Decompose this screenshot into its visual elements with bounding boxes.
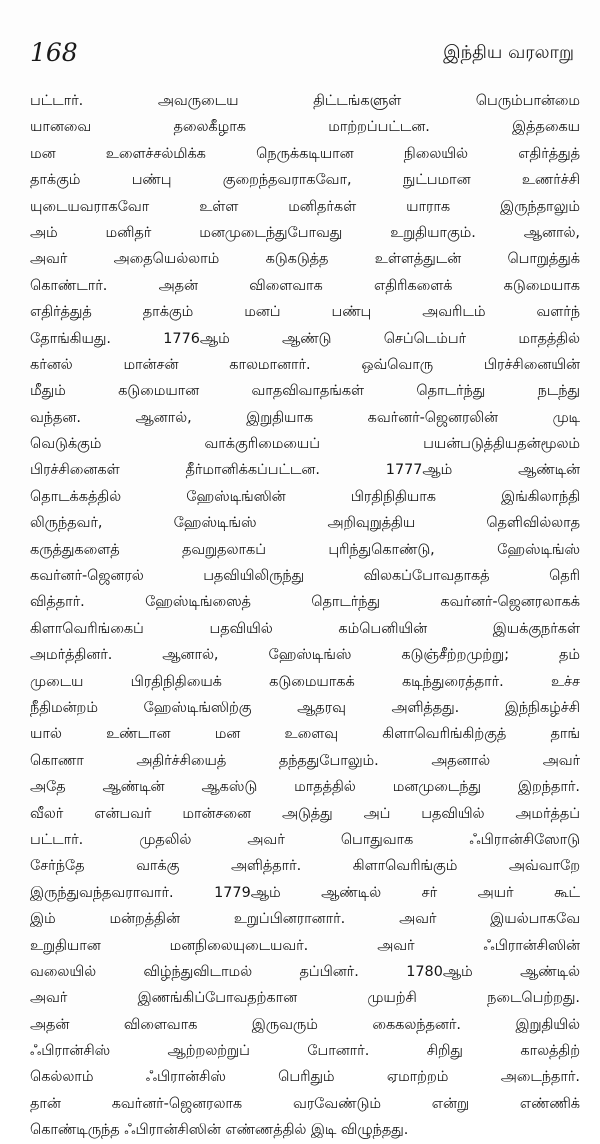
text-line: முடைய பிரதிநிதியைக் கடுமையாகக் கடிந்துரைத்தார். உச்ச <box>30 673 580 690</box>
text-line: லிருந்தவர், ஹேஸ்டிங்ஸ் அறிவுறுத்திய தெளிவில்லாத <box>30 515 580 532</box>
running-title: இந்திய வரலாறு <box>443 42 574 63</box>
text-line: யுடையவராகவோ உள்ள மனிதர்கள் யாராக இருந்தாலும் <box>30 198 580 215</box>
text-line: யானவை தலைகீழாக மாற்றப்பட்டன. இத்தகைய <box>30 119 580 136</box>
text-line: வந்தன. ஆனால், இறுதியாக கவர்னர்-ஜெனரலின் முடி <box>30 409 580 426</box>
text-line: தாக்கும் பண்பு குறைந்தவராகவோ, நுட்பமான உணர்ச்சி <box>30 172 580 189</box>
text-line: அதே ஆண்டின் ஆகஸ்டு மாதத்தில் மனமுடைந்து இறந்தார். <box>30 779 580 796</box>
text-line: அவர் இணங்கிப்போவதற்கான முயற்சி நடைபெற்றது. <box>30 990 580 1007</box>
text-line: கவர்னர்-ஜெனரல் பதவியிலிருந்து விலகப்போவதாகத் தெரி <box>30 568 580 585</box>
text-line: சேர்ந்தே வாக்கு அளித்தார். கிளாவெரிங்கும் அவ்வாறே <box>30 858 580 875</box>
text-line: கொணா அதிர்ச்சியைத் தந்ததுபோலும். அதனால் அவர் <box>30 752 580 769</box>
text-line: தொடக்கத்தில் ஹேஸ்டிங்ஸின் பிரதிநிதியாக இங்கிலாந்தி <box>30 488 580 505</box>
text-line: வலையில் விழ்ந்துவிடாமல் தப்பினர். 1780ஆம் ஆண்டில் <box>30 963 580 980</box>
text-line: பட்டார். முதலில் அவர் பொதுவாக ஃபிரான்சிஸோடு <box>30 831 580 848</box>
text-line: கொண்டார். அதன் விளைவாக எதிரிகளைக் கடுமையாக <box>30 277 580 294</box>
text-line: நீதிமன்றம் ஹேஸ்டிங்ஸிற்கு ஆதரவு அளித்தது. இந்நிகழ்ச்சி <box>30 699 580 716</box>
text-line: அவர் அதையெல்லாம் கடுகடுத்த உள்ளத்துடன் பொறுத்துக் <box>30 251 580 268</box>
text-line: தான் கவர்னர்-ஜெனரலாக வரவேண்டும் என்று எண்ணிக் <box>30 1095 580 1112</box>
text-line: யால் உண்டான மன உளைவு கிளாவெரிங்கிற்குத் தாங் <box>30 726 580 743</box>
text-line: உறுதியான மனநிலையுடையவர். அவர் ஃபிரான்சிஸின் <box>30 937 580 954</box>
text-line: மன உளைச்சல்மிக்க நெருக்கடியான நிலையில் எதிர்த்துத் <box>30 145 580 162</box>
text-line: மீதும் கடுமையான வாதவிவாதங்கள் தொடர்ந்து நடந்து <box>30 383 580 400</box>
text-line: கிளாவெரிங்கைப் பதவியில் கம்பெனியின் இயக்குநர்கள் <box>30 620 580 637</box>
text-line: வீலர் என்பவர் மான்சனை அடுத்து அப் பதவியில் அமர்த்தப் <box>30 805 580 822</box>
text-line: பட்டார். அவருடைய திட்டங்களுள் பெரும்பான்மை <box>30 93 580 109</box>
text-line: அமர்த்தினர். ஆனால், ஹேஸ்டிங்ஸ் கடுஞ்சீற்றமுற்று; தம் <box>30 647 580 664</box>
text-line: கெல்லாம் ஃபிரான்சிஸ் பெரிதும் ஏமாற்றம் அடைந்தார். <box>30 1069 580 1086</box>
text-line: இருந்துவந்தவராவார். 1779ஆம் ஆண்டில் சர் அயர் கூட் <box>30 884 580 901</box>
text-line: தோங்கியது. 1776ஆம் ஆண்டு செப்டெம்பர் மாதத்தில் <box>30 330 580 347</box>
page-header <box>30 38 574 72</box>
text-line: அதன் விளைவாக இருவரும் கைகலந்தனர். இறுதியில் <box>30 1016 580 1033</box>
text-line: இம் மன்றத்தின் உறுப்பினரானார். அவர் இயல்பாகவே <box>30 911 580 928</box>
text-line: வித்தார். ஹேஸ்டிங்ஸைத் தொடர்ந்து கவர்னர்-ஜெனரலாகக் <box>30 594 580 611</box>
text-line: கருத்துகளைத் தவறுதலாகப் புரிந்துகொண்டு, ஹேஸ்டிங்ஸ் <box>30 541 580 558</box>
page-number: 168 <box>30 38 78 67</box>
text-line: கொண்டிருந்த ஃபிரான்சிஸின் எண்ணத்தில் இடி விழுந்தது. <box>30 1122 409 1139</box>
text-line: அம் மனிதர் மனமுடைந்துபோவது உறுதியாகும். ஆனால், <box>30 224 580 241</box>
text-line: வெடுக்கும் வாக்குரிமையைப் பயன்படுத்தியதன்மூலம் <box>30 436 580 453</box>
text-line: கர்னல் மான்சன் காலமானார். ஒவ்வொரு பிரச்சினையின் <box>30 356 580 373</box>
text-line: எதிர்த்துத் தாக்கும் மனப் பண்பு அவரிடம் வளர்ந் <box>30 304 580 321</box>
body-text <box>30 88 580 1144</box>
text-line: ஃபிரான்சிஸ் ஆற்றலற்றுப் போனார். சிறிது காலத்திற் <box>30 1043 580 1060</box>
text-line: பிரச்சினைகள் தீர்மானிக்கப்பட்டன. 1777ஆம் ஆண்டின் <box>30 462 580 479</box>
